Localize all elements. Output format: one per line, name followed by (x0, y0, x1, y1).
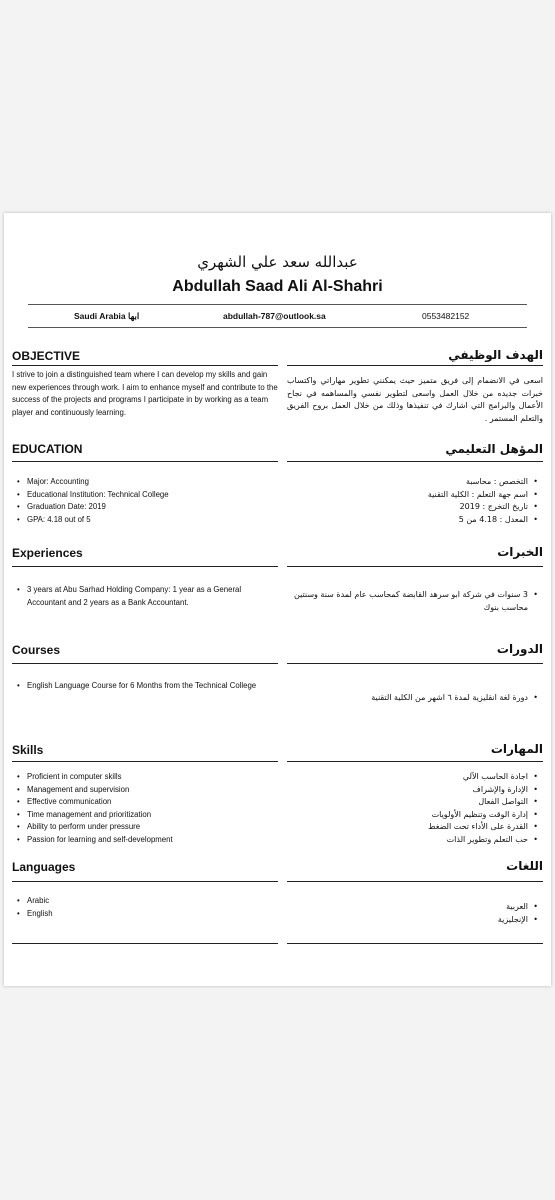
languages-rule-ar (287, 881, 543, 882)
experiences-rule-ar (287, 566, 543, 567)
list-item: • اسم جهة التعلم : الكلية التقنية (287, 489, 543, 502)
skills-list-ar (287, 771, 543, 846)
list-item: • Management and supervision (12, 784, 278, 797)
languages-bottom-rule-ar (287, 943, 543, 944)
skills-rule-en (12, 761, 278, 762)
experiences-rule-en (12, 566, 278, 567)
education-list-en (12, 476, 278, 526)
courses-title-en: Courses (12, 643, 61, 657)
list-item: • Major: Accounting (12, 476, 278, 489)
languages-bottom-rule-en (12, 943, 278, 944)
education-title-en: EDUCATION (12, 442, 83, 456)
education-rule-en (12, 461, 278, 462)
list-item: • دورة لغة انقليزية لمدة ٦ اشهر من الكلية التقنية (287, 692, 543, 705)
education-title-ar: المؤهل التعليمي (445, 442, 543, 456)
list-item: • إدارة الوقت وتنظيم الأولويات (287, 809, 543, 822)
skills-list-en (12, 771, 278, 846)
list-item: • العربية (287, 901, 543, 914)
list-item: • English (12, 908, 278, 921)
skills-rule-ar (287, 761, 543, 762)
header-bottom-rule (28, 327, 527, 328)
list-item: • Graduation Date: 2019 (12, 501, 278, 514)
list-item: • Effective communication (12, 796, 278, 809)
list-item: • English Language Course for 6 Months from the Technical College (12, 680, 278, 693)
list-item: • Educational Institution: Technical College (12, 489, 278, 502)
header-top-rule (28, 304, 527, 305)
list-item: • Arabic (12, 895, 278, 908)
languages-title-ar: اللغات (506, 859, 543, 873)
name-english: Abdullah Saad Ali Al-Shahri (172, 278, 383, 295)
list-item: • Ability to perform under pressure (12, 821, 278, 834)
list-item: • التواصل الفعال (287, 796, 543, 809)
name-arabic: عبدالله سعد علي الشهري (197, 253, 358, 271)
skills-title-en: Skills (12, 743, 44, 757)
languages-list-ar (287, 901, 543, 926)
education-list-ar (287, 476, 543, 526)
skills-title-ar: المهارات (490, 742, 543, 756)
resume-page (4, 213, 551, 986)
objective-title-en: OBJECTIVE (12, 349, 81, 363)
contact-email: abdullah-787@outlook.sa (223, 311, 326, 321)
list-item: • GPA: 4.18 out of 5 (12, 514, 278, 527)
courses-list-en (12, 680, 278, 693)
list-item: • الإدارة والإشراف (287, 784, 543, 797)
courses-title-ar: الدورات (496, 642, 543, 656)
list-item: • 3 سنوات في شركة ابو سرهد القابضة كمحاسب عام لمدة سنة وسنتين محاسب بنوك (287, 589, 543, 614)
objective-text-en: I strive to join a distinguished team where I can develop my skills and gain new experiences through work. I aim to enhance myself and contribute to the success of the projects and programs I participate in by working as a team player and continuously learning. (12, 370, 278, 417)
objective-rule-ar (287, 365, 543, 366)
languages-title-en: Languages (12, 860, 76, 874)
contact-location: Saudi Arabia ابها (74, 311, 140, 321)
list-item: • اجادة الحاسب الآلي (287, 771, 543, 784)
list-item: • تاريخ التخرج : 2019 (287, 501, 543, 514)
experiences-title-ar: الخبرات (497, 545, 543, 559)
objective-text-ar: اسعى في الانضمام إلى فريق متميز حيث يمكنني تطوير مهاراتي واكتساب خبرات جديده من خلال العمل واسعى لتطوير نفسي والمساهمه في نجاح الأعمال والبرامج التي اشارك في تنفيذها وذلك من خلال العمل بروح الفريق والتعلم المستمر . (287, 376, 543, 423)
education-rule-ar (287, 461, 543, 462)
languages-rule-en (12, 881, 278, 882)
list-item: • المعدل : 4.18 من 5 (287, 514, 543, 527)
objective-rule-en (12, 365, 278, 366)
list-item: • Time management and prioritization (12, 809, 278, 822)
objective-title-ar: الهدف الوظيفي (448, 348, 543, 362)
experiences-list-en (12, 584, 278, 609)
experiences-title-en: Experiences (12, 546, 83, 560)
courses-list-ar (287, 692, 543, 705)
courses-rule-en (12, 663, 278, 664)
list-item: • القدرة على الأداء تحت الضغط (287, 821, 543, 834)
contact-phone: 0553482152 (422, 311, 470, 321)
list-item: • 3 years at Abu Sarhad Holding Company: 1 year as a General Accountant and 2 years as a Bank Accountant. (12, 584, 278, 609)
list-item: • Passion for learning and self-development (12, 834, 278, 847)
courses-rule-ar (287, 663, 543, 664)
experiences-list-ar (287, 589, 543, 614)
list-item: • التخصص : محاسبة (287, 476, 543, 489)
list-item: • Proficient in computer skills (12, 771, 278, 784)
list-item: • الإنجليزية (287, 914, 543, 927)
languages-list-en (12, 895, 278, 920)
list-item: • حب التعلم وتطوير الذات (287, 834, 543, 847)
